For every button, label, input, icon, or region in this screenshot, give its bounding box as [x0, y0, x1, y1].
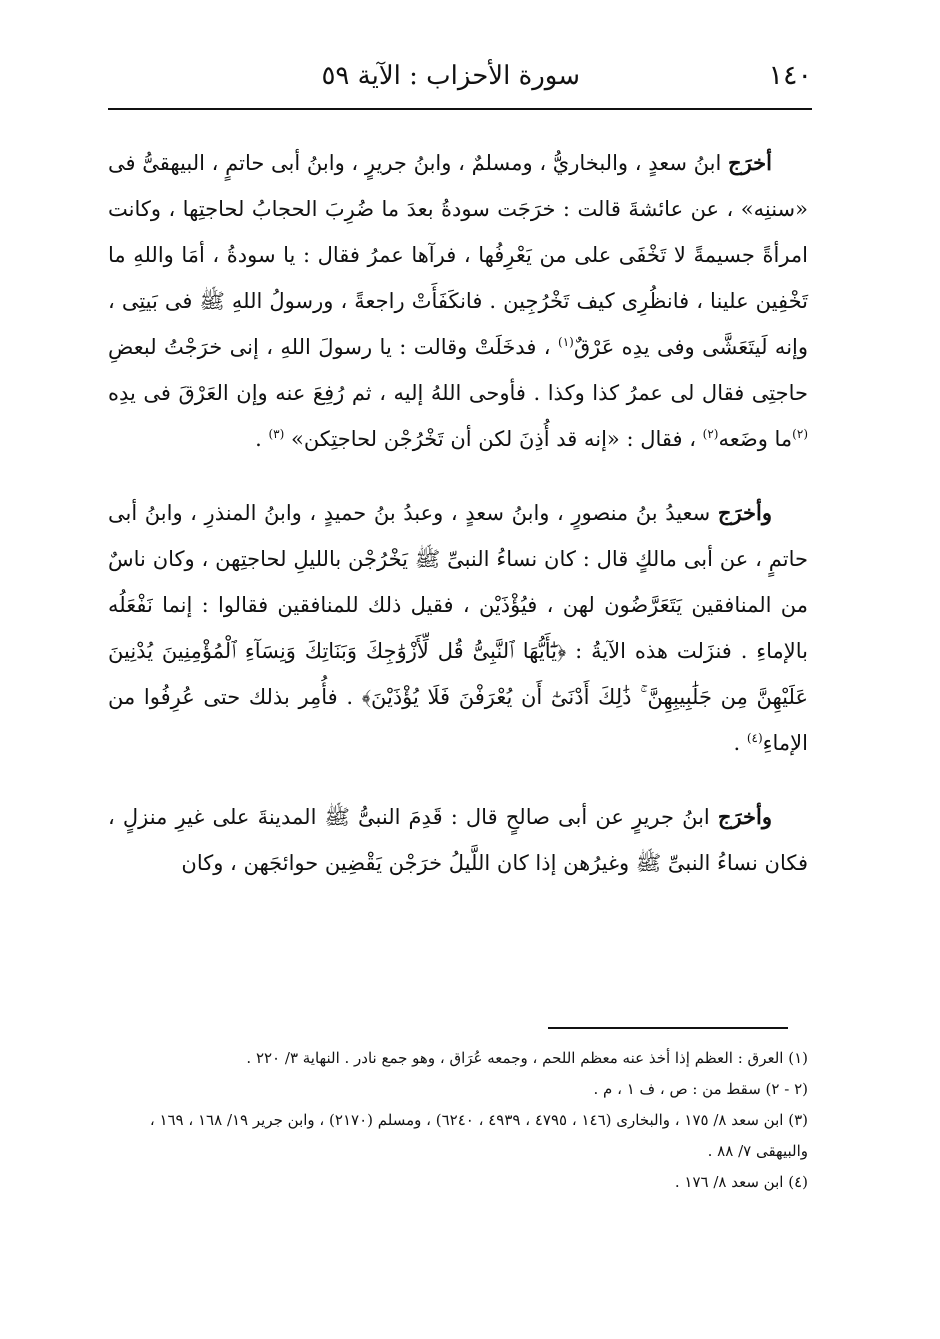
paragraph-text: ابنُ سعدٍ ، والبخاريُّ ، ومسلمٌ ، وابنُ جريرٍ ، وابنُ أبى حاتمٍ ، البيهقىُّ فى «سننِه» ، عن عائشةَ قالت : خرَجَت سودةُ بعدَ ما ضُرِبَ الحجابُ لحاجتِها ، وكانت امرأةً جسيمةً لا تَخْفَى على من يَعْرِفُها ، فرآها عمرُ فقال : يا سودةُ ، أمَا واللهِ ما تَخْفِين علينا ، فانظُرِى كيف تَخْرُجِين . فانكَفَأَتْ راجعةً ، ورسولُ اللهِ ﷺ فى بَيتِى ، وإنه لَيتَعَشَّى وفى يدِه عَرْقٌ	[108, 151, 809, 359]
paragraph-lead: أخرَج	[728, 150, 772, 175]
page-number: ١٤٠	[768, 60, 812, 91]
footnote-ref: (٤)	[746, 731, 763, 745]
footnote-ref: (١)	[558, 335, 574, 349]
paragraph-1	[108, 140, 808, 462]
footnotes	[108, 1043, 808, 1198]
main-text	[108, 140, 808, 914]
footnote-1: (١) العرق : العظم إذا أخذ عنه معظم اللحم ، وجمعه عُرَاق ، وهو جمع نادر . النهاية ٣/ ٢٢٠ .	[246, 1049, 808, 1067]
paragraph-text: سعيدُ بنُ منصورٍ ، وابنُ سعدٍ ، وعبدُ بنُ حميدٍ ، وابنُ المنذرِ ، وابنُ أبى حاتمٍ ، عن أبى مالكٍ قال : كان نساءُ النبىِّ ﷺ يَخْرُجْن بالليلِ لحاجتِهن ، وكان ناسٌ من المنافقين يَتَعَرَّضُون لهن ، فيُؤْذَيْن ، فقيل ذلك للمنافقين فقالوا : إنما نَفْعَلُه بالإماءِ . فنزَلت هذه الآيةُ : ﴿يَٰٓأَيُّهَا ٱلنَّبِىُّ قُل لِّأَزْوَٰجِكَ وَبَنَاتِكَ وَنِسَآءِ ٱلْمُؤْمِنِينَ يُدْنِينَ عَلَيْهِنَّ مِن جَلَٰبِيبِهِنَّ ۚ ذَٰلِكَ أَدْنَىٰٓ أَن يُعْرَفْنَ فَلَا يُؤْذَيْنَ﴾ . فأُمِر بذلك حتى عُرِفُوا من الإماءِ	[108, 501, 808, 755]
header-rule	[108, 108, 812, 110]
surah-verse-title: سورة الأحزاب : الآية ٥٩	[321, 61, 580, 91]
footnote-4: (٤) ابن سعد ٨/ ١٧٦ .	[674, 1173, 808, 1191]
footnote-3: (٣) ابن سعد ٨/ ١٧٥ ، والبخارى (١٤٦ ، ٤٧٩٥ ، ٤٩٣٩ ، ٦٢٤٠) ، ومسلم (٢١٧٠) ، وابن جرير ١٩/ ١٦٨ ، ١٦٩ ، والبيهقى ٧/ ٨٨ .	[149, 1111, 808, 1160]
footnote-2: (٢ - ٢) سقط من : ص ، ف ١ ، م .	[593, 1080, 808, 1098]
running-header	[108, 58, 812, 102]
paragraph-text: ، فقال : «إنه قد أُذِنَ لكن أن تَخْرُجْن لحاجتِكن»	[284, 427, 703, 451]
paragraph-lead: وأخرَج	[717, 804, 772, 829]
paragraph-text: .	[255, 427, 269, 451]
paragraph-text: ، فدخَلَتْ وقالت : يا رسولَ اللهِ ، إنى خرَجْتُ لبعضِ حاجتِى فقال لى عمرُ كذا وكذا . فأوحى اللهُ إليه ، ثم رُفِعَ عنه وإن العَرْقَ فى يدِه	[108, 335, 808, 405]
footnote-separator	[548, 1027, 788, 1029]
paragraph-text: ابنُ جريرٍ عن أبى صالحٍ قال : قَدِمَ النبىُّ ﷺ المدينةَ على غيرِ منزلٍ ، فكان نساءُ النبىِّ ﷺ وغيرُهن إذا كان اللَّيلُ خرَجْن يَقْضِين حوائجَهن ، وكان	[108, 805, 808, 875]
paragraph-text: .	[733, 731, 747, 755]
paragraph-2	[108, 490, 808, 766]
paragraph-text: ما وضَعه	[718, 427, 793, 451]
footnote-ref: (٢)	[702, 427, 719, 441]
paragraph-3	[108, 794, 808, 886]
footnote-ref: (٣)	[268, 427, 285, 441]
paragraph-lead: وأخرَج	[717, 500, 772, 525]
footnote-ref: (٢)	[792, 427, 808, 441]
